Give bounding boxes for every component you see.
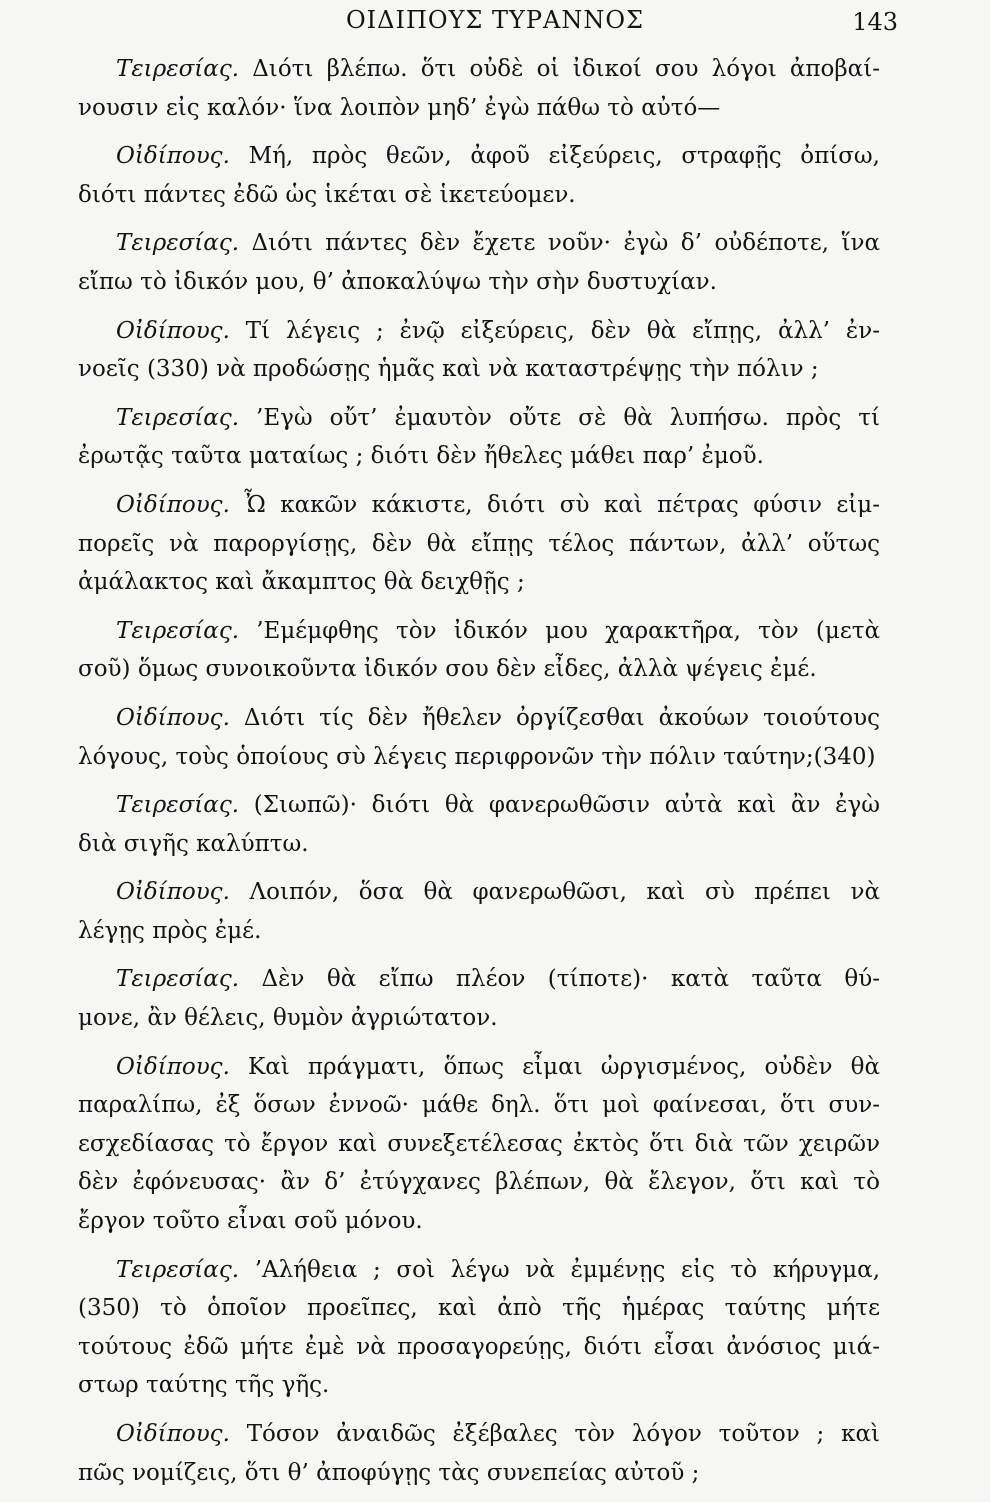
speaker-name: Οἰδίπους.	[116, 879, 230, 906]
line-text: Ὦ κακῶν κάκιστε, διότι σὺ καὶ πέτρας φύσιν εἰμ-	[244, 491, 880, 518]
text-line	[78, 699, 880, 738]
line-text: πορεῖς νὰ παροργίσῃς, δὲν θὰ εἴπῃς τέλος πάντων, ἀλλ’ οὕτως	[78, 530, 880, 557]
text-line	[78, 1454, 880, 1493]
text-line	[78, 50, 880, 89]
text-line	[78, 263, 880, 302]
text-line	[78, 437, 880, 476]
speaker-name: Τειρεσίας.	[116, 230, 240, 257]
text-line	[78, 650, 880, 689]
text-line	[78, 999, 880, 1038]
text-line	[78, 1328, 880, 1367]
line-text: διὰ σιγῆς καλύπτω.	[78, 830, 309, 857]
line-text: δὲν ἐφόνευσας· ἂν δ’ ἐτύγχανες βλέπων, θὰ ἔλεγον, ὅτι καὶ τὸ	[78, 1169, 880, 1196]
speech-block	[78, 1415, 880, 1492]
text-line	[78, 176, 880, 215]
speaker-name: Τειρεσίας.	[116, 404, 240, 431]
line-text: Διότι τίς δὲν ἤθελεν ὀργίζεσθαι ἀκούων τοιούτους	[243, 704, 880, 731]
speech-block	[78, 786, 880, 863]
line-text: ἔργον τοῦτο εἶναι σοῦ μόνου.	[78, 1208, 423, 1235]
page-number: 143	[852, 8, 898, 36]
speech-block	[78, 312, 880, 389]
line-text: μονε, ἂν θέλεις, θυμὸν ἀγριώτατον.	[78, 1005, 498, 1032]
line-text: Διότι βλέπω. ὅτι οὐδὲ οἱ ἰδικοί σου λόγοι ἀποβαί-	[252, 56, 880, 82]
text-line	[78, 960, 880, 999]
speech-block	[78, 50, 880, 127]
line-text: διότι πάντες ἐδῶ ὡς ἱκέται σὲ ἱκετεύομεν.	[78, 181, 576, 208]
line-text: Καὶ πράγματι, ὅπως εἶμαι ὠργισμένος, οὐδὲν θὰ	[248, 1053, 880, 1080]
line-text: εσχεδίασας τὸ ἔργον καὶ συνεξετέλεσας ἐκτὸς ὅτι διὰ τῶν χειρῶν	[78, 1130, 880, 1157]
running-title: ΟΙΔΙΠΟΥΣ ΤΥΡΑΝΝΟΣ	[346, 6, 644, 34]
text-line	[78, 224, 880, 263]
speech-block	[78, 1048, 880, 1241]
text-line	[78, 312, 880, 351]
speaker-name: Οἰδίπους.	[116, 1421, 230, 1447]
page-header	[0, 6, 990, 36]
text-line	[78, 1415, 880, 1454]
speaker-name: Τειρεσίας.	[116, 617, 240, 644]
text-line	[78, 825, 880, 864]
speaker-name: Οἰδίπους.	[116, 143, 230, 170]
text-line	[78, 563, 880, 602]
text-line	[78, 1251, 880, 1290]
speech-block	[78, 486, 880, 602]
text-line	[78, 738, 880, 777]
speaker-name: Τειρεσίας.	[116, 56, 240, 82]
speaker-name: Τειρεσίας.	[116, 792, 240, 819]
line-text: ’Αλήθεια ; σοὶ λέγω νὰ ἐμμένῃς εἰς τὸ κήρυγμα,	[254, 1256, 880, 1283]
text-line	[78, 873, 880, 912]
line-text: στωρ ταύτης τῆς γῆς.	[78, 1372, 330, 1399]
line-text: (350) τὸ ὁποῖον προεῖπες, καὶ ἀπὸ τῆς ἡμέρας ταύτης μήτε	[78, 1295, 880, 1322]
text-line	[78, 786, 880, 825]
text-line	[78, 1163, 880, 1202]
line-text: ’Εμέμφθης τὸν ἰδικόν μου χαρακτῆρα, τὸν (μετὰ	[256, 617, 880, 644]
speaker-name: Οἰδίπους.	[116, 317, 230, 344]
speech-block	[78, 699, 880, 776]
speech-block	[78, 137, 880, 214]
text-line	[78, 89, 880, 128]
line-text: λέγῃς πρὸς ἐμέ.	[78, 917, 262, 944]
line-text: ἀμάλακτος καὶ ἄκαμπτος θὰ δειχθῇς ;	[78, 569, 525, 596]
line-text: ’Εγὼ οὔτ’ ἐμαυτὸν οὔτε σὲ θὰ λυπήσω. πρὸς τί	[256, 404, 880, 431]
line-text: Τόσον ἀναιδῶς ἐξέβαλες τὸν λόγον τοῦτον ; καὶ	[246, 1421, 880, 1447]
line-text: πῶς νομίζεις, ὅτι θ’ ἀποφύγῃς τὰς συνεπείας αὐτοῦ ;	[78, 1459, 700, 1486]
text-line	[78, 1086, 880, 1125]
line-text: σοῦ) ὅμως συνοικοῦντα ἰδικόν σου δὲν εἶδες, ἀλλὰ ψέγεις ἐμέ.	[78, 656, 817, 683]
dialogue-text	[78, 50, 880, 1502]
text-line	[78, 525, 880, 564]
text-line	[78, 1202, 880, 1241]
text-line	[78, 1048, 880, 1087]
line-text: Τί λέγεις ; ἐνῷ εἰξεύρεις, δὲν θὰ εἴπῃς, ἀλλ’ ἐν-	[245, 317, 880, 344]
text-line	[78, 1289, 880, 1328]
line-text: νουσιν εἰς καλόν· ἵνα λοιπὸν μηδ’ ἐγὼ πάθω τὸ αὐτό—	[78, 94, 721, 121]
speaker-name: Τειρεσίας.	[116, 966, 240, 993]
speech-block	[78, 612, 880, 689]
line-text: εἴπω τὸ ἰδικόν μου, θ’ ἀποκαλύψω τὴν σὴν δυστυχίαν.	[78, 268, 717, 295]
speech-block	[78, 873, 880, 950]
text-line	[78, 612, 880, 651]
text-line	[78, 1366, 880, 1405]
line-text: λόγους, τοὺς ὁποίους σὺ λέγεις περιφρονῶν τὴν πόλιν ταύτην;(340)	[78, 743, 876, 770]
speech-block	[78, 960, 880, 1037]
text-line	[78, 1125, 880, 1164]
line-text: παραλίπω, ἐξ ὅσων ἐννοῶ· μάθε δηλ. ὅτι μοὶ φαίνεσαι, ὅτι συν-	[78, 1092, 880, 1119]
line-text: ἐρωτᾷς ταῦτα ματαίως ; διότι δὲν ἤθελες μάθει παρ’ ἐμοῦ.	[78, 443, 764, 470]
line-text: Δὲν θὰ εἴπω πλέον (τίποτε)· κατὰ ταῦτα θύ-	[261, 966, 880, 993]
speaker-name: Οἰδίπους.	[116, 1053, 230, 1080]
line-text: Λοιπόν, ὅσα θὰ φανερωθῶσι, καὶ σὺ πρέπει νὰ	[249, 879, 880, 906]
line-text: Διότι πάντες δὲν ἔχετε νοῦν· ἐγὼ δ’ οὐδέποτε, ἵνα	[251, 230, 880, 257]
speaker-name: Τειρεσίας.	[116, 1256, 240, 1283]
line-text: τούτους ἐδῶ μήτε ἐμὲ νὰ προσαγορεύῃς, διότι εἶσαι ἀνόσιος μιά-	[78, 1333, 880, 1360]
text-line	[78, 912, 880, 951]
text-line	[78, 350, 880, 389]
text-line	[78, 137, 880, 176]
speaker-name: Οἰδίπους.	[116, 491, 230, 518]
speech-block	[78, 399, 880, 476]
text-line	[78, 486, 880, 525]
text-line	[78, 399, 880, 438]
speaker-name: Οἰδίπους.	[116, 704, 230, 731]
speech-block	[78, 224, 880, 301]
line-text: Μή, πρὸς θεῶν, ἀφοῦ εἰξεύρεις, στραφῇς ὀπίσω,	[248, 143, 880, 170]
line-text: νοεῖς (330) νὰ προδώσῃς ἡμᾶς καὶ νὰ καταστρέψῃς τὴν πόλιν ;	[78, 356, 819, 383]
line-text: (Σιωπῶ)· διότι θὰ φανερωθῶσιν αὐτὰ καὶ ἂν ἐγὼ	[253, 792, 880, 819]
speech-block	[78, 1251, 880, 1405]
